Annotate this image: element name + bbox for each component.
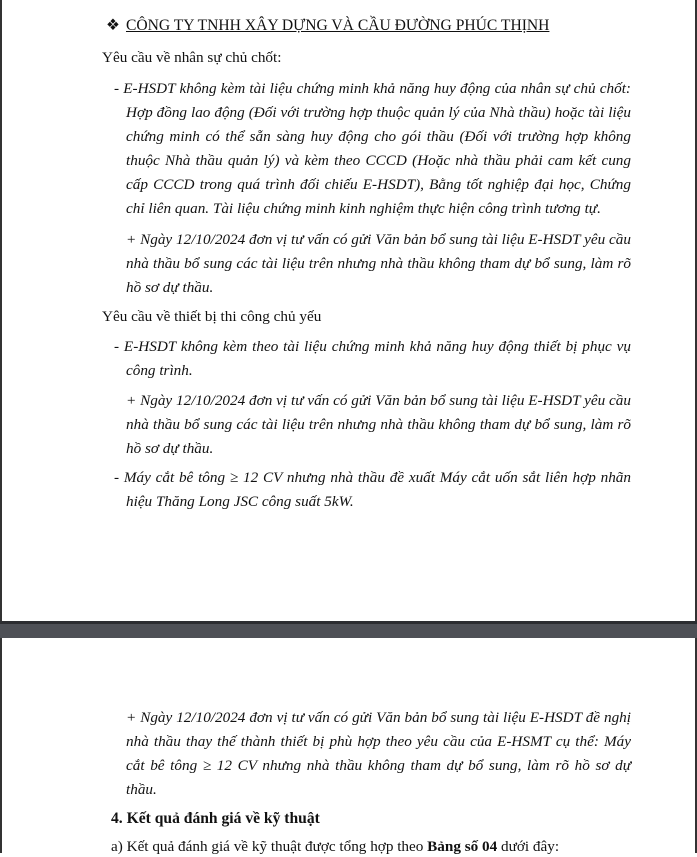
table-reference: Bảng số 04 bbox=[427, 838, 498, 855]
page2-note-line-1: + Ngày 12/10/2024 đơn vị tư vấn có gửi Văn bản bổ sung tài liệu E-HSDT đề nghị bbox=[126, 709, 631, 726]
equipment-line-2: công trình. bbox=[126, 362, 193, 379]
personnel-line-5: cấp CCCD trong quá trình đối chiếu E-HSDT), Bằng tốt nghiệp đại học, Chứng bbox=[126, 176, 631, 193]
company-name: CÔNG TY TNHH XÂY DỰNG VÀ CẦU ĐƯỜNG PHÚC THỊNH bbox=[125, 17, 550, 34]
personnel-line-6: chỉ liên quan. Tài liệu chứng minh kinh nghiệm thực hiện công trình tương tự. bbox=[126, 200, 601, 217]
personnel-title: Yêu cầu về nhân sự chủ chốt: bbox=[102, 49, 282, 66]
document-page-2 bbox=[0, 638, 697, 853]
personnel-note-line-3: hồ sơ dự thầu. bbox=[126, 279, 214, 296]
personnel-line-3: chứng minh có thể sẵn sàng huy động cho gói thầu (Đối với trường hợp không bbox=[126, 128, 631, 145]
diamond-bullet-icon: ❖ bbox=[106, 17, 120, 34]
result-sentence: a) Kết quả đánh giá về kỹ thuật được tổng hợp theo Bảng số 04 dưới đây: bbox=[111, 838, 560, 855]
personnel-line-4: thuộc Nhà thầu quản lý) và kèm theo CCCD (Hoặc nhà thầu phải cam kết cung bbox=[126, 152, 631, 169]
equipment-title: Yêu cầu về thiết bị thi công chủ yếu bbox=[102, 308, 322, 325]
equipment-line-1: - E-HSDT không kèm theo tài liệu chứng minh khả năng huy động thiết bị phục vụ bbox=[114, 338, 631, 355]
machine-line-2: hiệu Thăng Long JSC công suất 5kW. bbox=[126, 493, 354, 510]
section-heading: 4. Kết quả đánh giá về kỹ thuật bbox=[111, 810, 320, 827]
personnel-line-2: Hợp đồng lao động (Đối với trường hợp thuộc quản lý của Nhà thầu) hoặc tài liệu bbox=[126, 104, 631, 121]
page2-note-line-4: thầu. bbox=[126, 781, 157, 798]
personnel-note-line-2: nhà thầu bổ sung các tài liệu trên nhưng nhà thầu không tham dự bổ sung, làm rõ bbox=[126, 255, 631, 272]
equipment-note-line-1: + Ngày 12/10/2024 đơn vị tư vấn có gửi Văn bản bổ sung tài liệu E-HSDT yêu cầu bbox=[126, 392, 631, 409]
page2-note-line-3: cắt bê tông ≥ 12 CV nhưng nhà thầu không tham dự bổ sung, làm rõ hồ sơ dự bbox=[126, 757, 631, 774]
equipment-note-line-2: nhà thầu bổ sung các tài liệu trên nhưng nhà thầu không tham dự bổ sung, làm rõ bbox=[126, 416, 631, 433]
machine-line-1: - Máy cắt bê tông ≥ 12 CV nhưng nhà thầu đề xuất Máy cắt uốn sắt liên hợp nhãn bbox=[114, 469, 631, 486]
page2-note-line-2: nhà thầu thay thế thành thiết bị phù hợp theo yêu cầu của E-HSMT cụ thể: Máy bbox=[126, 733, 631, 750]
page-separator bbox=[0, 621, 697, 638]
company-heading bbox=[106, 16, 549, 36]
equipment-note-line-3: hồ sơ dự thầu. bbox=[126, 440, 214, 457]
personnel-note-line-1: + Ngày 12/10/2024 đơn vị tư vấn có gửi Văn bản bổ sung tài liệu E-HSDT yêu cầu bbox=[126, 231, 631, 248]
personnel-line-1: - E-HSDT không kèm tài liệu chứng minh khả năng huy động của nhân sự chủ chốt: bbox=[114, 80, 631, 97]
